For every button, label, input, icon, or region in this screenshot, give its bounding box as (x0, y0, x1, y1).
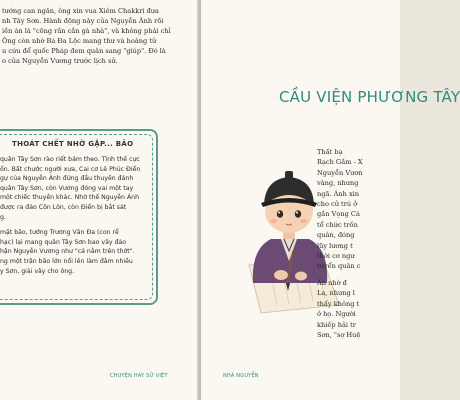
body-line: lũy lương t (317, 241, 353, 250)
body-line: ngã. Ánh xin (317, 189, 360, 198)
box-line: quân Tây Sơn, còn Vương đóng vai một tay (0, 184, 134, 192)
body-line: tổ chức trồn (317, 220, 358, 229)
body-line: khiếp hải tr (317, 320, 356, 329)
box-line: g. (0, 213, 6, 221)
body-line: Ấn nhờ đ (317, 278, 347, 287)
text-line: iền án là "cõng rắn cắn gà nhà", và không phải chỉ (2, 27, 171, 35)
body-line: thời cơ ngư (317, 252, 355, 261)
text-line: u cứu để quốc Pháp đem quân sang "giúp". Đó là (2, 47, 166, 55)
box-line: ốn. Bất chước người xưa, Cai cơ Lê Phúc Điển (0, 165, 141, 173)
body-line: Sơn, "sợ Huệ (317, 330, 361, 339)
box-line: mặt bão, tướng Trương Văn Đa (con rể (0, 229, 119, 237)
right-page (201, 0, 460, 400)
box-title: THOÁT CHẾT NHỜ GẶP... BÃO (12, 140, 134, 148)
body-line: cho cử trú ở (317, 200, 358, 209)
body-line: La, nhưng l (317, 289, 355, 298)
chapter-title: CẦU VIỆN PHƯƠNG TÂY (279, 88, 460, 106)
box-line: một chiếc thuyền khác. Nhờ thế Nguyễn Ánh (0, 194, 140, 202)
box-line: được ra đảo Côn Lôn, còn Điển bị bắt sát (0, 203, 127, 211)
left-footer: CHUYỆN HAY SỬ VIỆT (110, 373, 168, 379)
body-line: vàng, nhưng (317, 179, 359, 188)
text-line: tướng can ngăn, ông xin vua Xiêm Chakkri đưa (2, 7, 159, 15)
body-line: ở họ. Người (317, 310, 356, 319)
right-footer: NHÀ NGUYỄN (223, 373, 259, 379)
sidebar-box (0, 129, 158, 305)
box-line: gự của Nguyễn Ánh đứng đầu thuyền đánh (0, 175, 134, 183)
body-line: quân, đóng (317, 231, 355, 240)
text-line: Ông còn nhờ Bá Đa Lộc mang thư và hoàng tử (2, 37, 157, 45)
body-text (317, 147, 363, 340)
box-line: quân Tây Sơn rào riết bám theo. Tình thế cực (0, 156, 140, 163)
box-line: hận Nguyễn Vương như "cá nằm trên thớt". (0, 248, 135, 256)
box-line: hạc) lại mang quân Tây Sơn bao vây đảo (0, 238, 126, 246)
box-text (0, 155, 140, 276)
body-line: thấy không t (317, 299, 360, 308)
body-line: tuyển quân c (317, 262, 361, 271)
box-line: y Sơn, giải vây cho ông. (0, 267, 75, 275)
text-line: o của Nguyễn Vương trước lịch sử. (2, 57, 118, 65)
text-line: nh Tây Sơn. Hành động này của Nguyễn Ánh rồi (2, 17, 164, 25)
body-line: Thất bạ (317, 148, 343, 156)
left-page (0, 0, 199, 400)
body-line: Nguyễn Vươn (317, 168, 363, 177)
body-line: gần Vọng Cá (317, 210, 360, 219)
top-paragraph (2, 6, 171, 66)
box-line: ng một trận bão lớn nổi lên làm đắm nhiều (0, 257, 133, 265)
body-line: Rạch Gầm - X (317, 158, 363, 167)
